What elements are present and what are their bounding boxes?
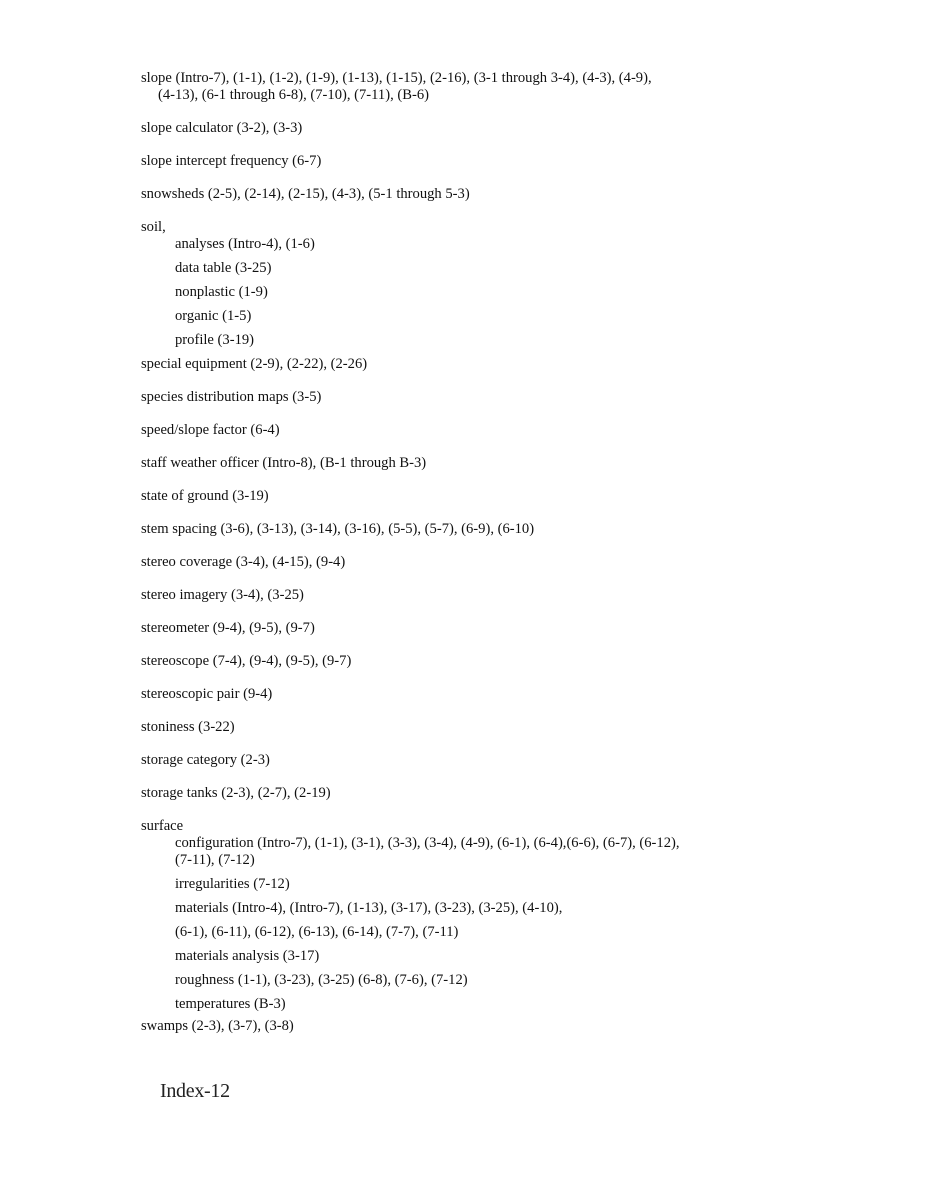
subentry-temperatures: temperatures (B-3) [175,996,286,1012]
page-number: Index-12 [160,1080,230,1102]
subentry-text: materials (Intro-4), (Intro-7), (1-13), (3-17), (3-23), (3-25), (4-10), [175,900,563,916]
entry-text: snowsheds (2-5), (2-14), (2-15), (4-3), (5-1 through 5-3) [141,186,470,202]
index-entry-slope [141,70,791,104]
entry-text: stoniness (3-22) [141,719,235,735]
subentry-continuation: (6-1), (6-11), (6-12), (6-13), (6-14), (7-7), (7-11) [175,924,459,940]
index-entry-species-distribution-maps [141,389,791,406]
entry-text: slope (Intro-7), (1-1), (1-2), (1-9), (1-13), (1-15), (2-16), (3-1 through 3-4), (4-3), (4-9), [141,70,652,86]
subentry: data table (3-25) [175,260,272,276]
index-entry-stereoscope [141,653,791,670]
index-entry-snowsheds [141,186,791,203]
subentry-configuration [141,835,791,869]
index-entry-stereo-coverage [141,554,791,571]
subentry: organic (1-5) [175,308,252,324]
index-entry-stoniness [141,719,791,736]
entry-continuation: (4-13), (6-1 through 6-8), (7-10), (7-11), (B-6) [158,87,429,103]
subentry: profile (3-19) [175,332,255,348]
index-entry-stereo-imagery [141,587,791,604]
entry-text: stereo coverage (3-4), (4-15), (9-4) [141,554,346,570]
index-entry-staff-weather-officer [141,455,791,472]
index-entry-stereoscopic-pair [141,686,791,703]
entry-text: stereoscopic pair (9-4) [141,686,273,702]
index-entry-soil [141,219,791,349]
subentry-materials [141,900,791,917]
subentry-roughness: roughness (1-1), (3-23), (3-25) (6-8), (7-6), (7-12) [175,972,468,988]
entry-text: slope calculator (3-2), (3-3) [141,120,303,136]
entry-text: species distribution maps (3-5) [141,389,322,405]
entry-text: storage tanks (2-3), (2-7), (2-19) [141,785,331,801]
subentry-text: configuration (Intro-7), (1-1), (3-1), (3-3), (3-4), (4-9), (6-1), (6-4),(6-6), (6-7), (6-12), [175,835,680,851]
index-entry-storage-tanks [141,785,791,802]
subentry-continuation: (7-11), (7-12) [175,852,255,868]
subentry-materials-analysis: materials analysis (3-17) [175,948,320,964]
entry-text: stereoscope (7-4), (9-4), (9-5), (9-7) [141,653,352,669]
subentry: nonplastic (1-9) [175,284,268,300]
entry-text: state of ground (3-19) [141,488,269,504]
index-entry-slope-intercept-frequency [141,153,791,170]
index-entry-slope-calculator [141,120,791,137]
entry-text: special equipment (2-9), (2-22), (2-26) [141,356,368,372]
index-entry-swamps [141,1018,791,1035]
subentry-irregularities: irregularities (7-12) [175,876,290,892]
entry-text: stereometer (9-4), (9-5), (9-7) [141,620,315,636]
entry-text: staff weather officer (Intro-8), (B-1 through B-3) [141,455,427,471]
index-entry-stem-spacing [141,521,791,538]
index-entry-surface [141,818,791,1013]
entry-heading: surface [141,818,184,834]
index-entry-storage-category [141,752,791,769]
index-entry-special-equipment [141,356,791,373]
index-page [141,70,791,1051]
entry-text: speed/slope factor (6-4) [141,422,280,438]
index-entry-stereometer [141,620,791,637]
index-entry-state-of-ground [141,488,791,505]
entry-text: storage category (2-3) [141,752,270,768]
entry-heading: soil, [141,219,166,235]
subentry: analyses (Intro-4), (1-6) [175,236,315,252]
entry-text: stereo imagery (3-4), (3-25) [141,587,304,603]
entry-text: swamps (2-3), (3-7), (3-8) [141,1018,294,1034]
index-entry-speed-slope-factor [141,422,791,439]
entry-text: stem spacing (3-6), (3-13), (3-14), (3-16), (5-5), (5-7), (6-9), (6-10) [141,521,535,537]
entry-text: slope intercept frequency (6-7) [141,153,322,169]
